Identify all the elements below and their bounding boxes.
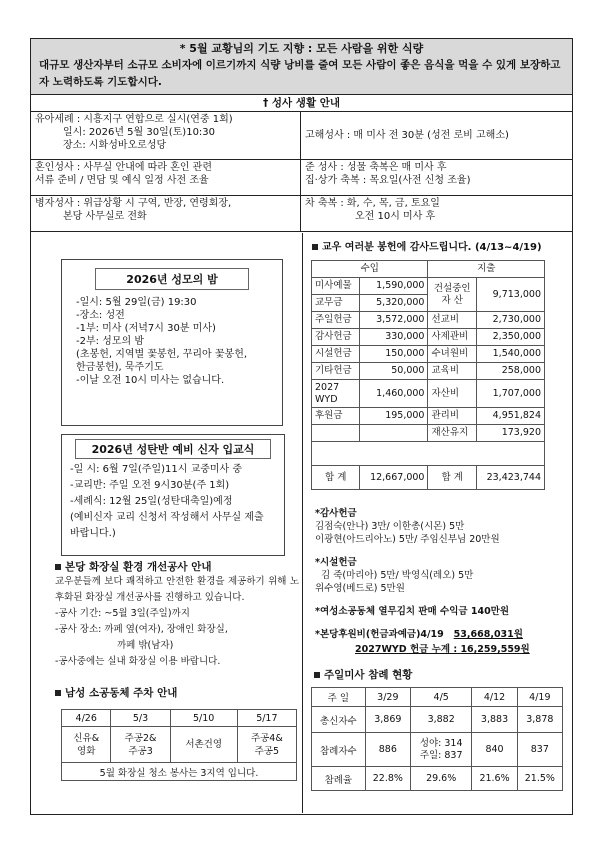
attendance-header-cell: 주 일 (312, 688, 366, 707)
restroom-line: -공사 장소: 까페 옆(여자), 장애인 화장실, (55, 624, 228, 635)
expense-value: 4,951,824 (476, 408, 544, 425)
attendance-row-label: 참례자수 (312, 733, 366, 767)
women-donation-line: *여성소공동체 열무김치 판매 수익금 140만원 (315, 606, 510, 617)
restroom-heading (55, 559, 299, 574)
attendance-row-label: 참례율 (312, 767, 366, 791)
parking-note: 5월 화장실 청소 봉사는 3지역 입니다. (62, 763, 297, 781)
attendance-cell: 성야: 314 주일: 837 (410, 733, 471, 767)
catechumen-title: 2026년 성탄반 예비 신자 입교식 (75, 439, 272, 459)
mary-line: -2부: 성모의 밤 (76, 336, 144, 347)
income-value: 3,572,000 (360, 312, 428, 329)
attendance-heading (314, 667, 412, 682)
blessing-line-2: 집·상가 축복 : 목요일(사전 신청 조율) (305, 174, 471, 186)
income-total-label: 합 계 (312, 466, 360, 490)
facility-title: *시설헌금 (315, 557, 357, 568)
finance-title: 교우 여러분 봉헌에 감사드립니다. (4/13~4/19) (322, 242, 542, 253)
parking-notice (55, 685, 299, 700)
restroom-notice (55, 559, 299, 670)
parking-cell: 주공2& 주공3 (111, 727, 170, 763)
parking-cell: 주공4& 주공5 (237, 727, 296, 763)
attendance-table (311, 687, 563, 791)
catechumen-lines (62, 462, 284, 542)
column-divider (302, 233, 303, 813)
prayer-title: * 5월 교황님의 기도 지향 : 모든 사람을 위한 식량 (179, 42, 424, 55)
square-bullet-icon (55, 690, 61, 696)
mary-night-box (61, 259, 283, 426)
marriage-line-1: 혼인성사 : 사무실 안내에 따라 혼인 관련 (35, 161, 213, 173)
expense-value: 9,713,000 (476, 278, 544, 312)
income-value: 1,590,000 (360, 278, 428, 295)
catechumen-line: 바랍니다.) (70, 528, 116, 539)
catechumen-line: -세례식: 12월 25일(성탄대축일)예정 (70, 496, 233, 507)
mary-night-lines (62, 296, 282, 387)
confession-cell (301, 112, 573, 159)
attendance-cell: 840 (472, 733, 517, 767)
anointing-line-2: 본당 사무실로 전화 (63, 210, 147, 222)
catechumen-line: -일 시: 6월 7일(주일)11시 교중미사 중 (70, 464, 243, 475)
square-bullet-icon (314, 672, 320, 678)
blessing-cell (301, 159, 573, 195)
income-label: 감사헌금 (312, 329, 360, 346)
attendance-title: 주일미사 참례 현황 (324, 669, 413, 681)
expense-value: 173,920 (476, 425, 544, 442)
expense-label: 건설중인 자 산 (428, 278, 476, 312)
expense-total: 23,423,744 (476, 466, 544, 490)
mary-line: -이날 오전 10시 미사는 없습니다. (76, 375, 225, 386)
car-blessing-line-1: 차 축복 : 화, 수, 목, 금, 토요일 (305, 197, 440, 209)
income-label: 후원금 (312, 408, 360, 425)
expense-total-label: 합 계 (428, 466, 476, 490)
expense-label: 관리비 (428, 408, 476, 425)
income-value: 150,000 (360, 346, 428, 363)
baptism-date: 일시: 2026년 5월 30일(토)10:30 (63, 127, 216, 138)
square-bullet-icon (312, 244, 318, 250)
attendance-header-cell: 4/5 (410, 688, 471, 707)
construction-label: *본당후원비(헌금과예금)4/19 (315, 629, 444, 640)
attendance-cell: 3,878 (517, 707, 562, 733)
expense-label: 재산유지 (428, 425, 476, 442)
church-life-table (31, 112, 572, 232)
parking-table (61, 709, 297, 781)
marriage-line-2: 서류 준비 / 면담 및 예식 일정 사전 조율 (35, 174, 209, 186)
attendance-cell: 3,869 (365, 707, 410, 733)
finance-table (311, 260, 545, 490)
income-label: 교무금 (312, 295, 360, 312)
attendance-cell: 3,882 (410, 707, 471, 733)
expense-label: 사제관비 (428, 329, 476, 346)
anointing-line-1: 병자성사 : 위급상황 시 구역, 반장, 연령회장, (35, 197, 232, 209)
expense-label: 선교비 (428, 312, 476, 329)
wyd-value: 16,259,559원 (460, 644, 530, 655)
square-bullet-icon (55, 564, 61, 570)
mary-line: 한금봉헌), 묵주기도 (76, 362, 164, 373)
income-label: 시설헌금 (312, 346, 360, 363)
car-blessing-cell (301, 195, 573, 231)
income-value: 195,000 (360, 408, 428, 425)
prayer-body: 대규모 생산자부터 소규모 소비자에 이르기까지 식량 낭비를 줄여 모든 사람이 좋은 음식을 먹을 수 있게 보장하고자 노력하도록 기도합시다. (39, 59, 561, 88)
attendance-row-label: 총신자수 (312, 707, 366, 733)
construction-line (315, 628, 567, 641)
parking-heading (55, 685, 299, 700)
expense-value: 1,707,000 (476, 380, 544, 408)
parking-date: 5/17 (237, 710, 296, 727)
anointing-cell (31, 195, 301, 231)
catechumen-line: (예비신자 교리 신청서 작성해서 사무실 제출 (70, 512, 264, 523)
mary-night-title: 2026년 성모의 밤 (95, 268, 248, 290)
attendance-header-cell: 3/29 (365, 688, 410, 707)
thanks-title: *감사헌금 (315, 508, 357, 519)
blessing-line-1: 준 성사 : 성물 축복은 매 미사 후 (305, 161, 447, 173)
wyd-line (315, 643, 567, 656)
income-label: 주일헌금 (312, 312, 360, 329)
parking-date: 4/26 (62, 710, 111, 727)
expense-label: 교육비 (428, 363, 476, 380)
income-total: 12,667,000 (360, 466, 428, 490)
parking-cell: 서촌건영 (170, 727, 237, 763)
wyd-label: 2027WYD 헌금 누계 : (355, 644, 458, 655)
baptism-line: 유아세례 : 시흥지구 연합으로 실시(연중 1회) (35, 114, 233, 125)
mary-line: -1부: 미사 (저녁7시 30분 미사) (76, 323, 216, 334)
income-value: 1,460,000 (360, 380, 428, 408)
parking-title: 남성 소공동체 주차 안내 (65, 687, 178, 699)
income-value: 50,000 (360, 363, 428, 380)
parking-date: 5/3 (111, 710, 170, 727)
mary-line: -장소: 성전 (76, 310, 125, 321)
parking-date: 5/10 (170, 710, 237, 727)
expense-value: 2,350,000 (476, 329, 544, 346)
attendance-cell: 837 (517, 733, 562, 767)
mary-line: -일시: 5월 29일(금) 19:30 (76, 297, 197, 308)
catechumen-box (61, 434, 285, 556)
church-life-header: † 성사 생활 안내 (31, 95, 572, 112)
thanks-line: 이광현(아드리아노) 5만/ 주임신부님 20만원 (315, 534, 500, 545)
thanks-line: 김점숙(안나) 3만/ 이한총(시몬) 5만 (315, 521, 465, 532)
baptism-cell (31, 112, 301, 159)
restroom-line: -공사 기간: ~5월 3일(주일)까지 (55, 608, 190, 619)
attendance-cell: 29.6% (410, 767, 471, 791)
income-value: 5,320,000 (360, 295, 428, 312)
mary-line: (초봉헌, 지역별 꽃봉헌, 꾸리아 꽃봉헌, (76, 349, 248, 360)
facility-line: 위수영(베드로) 5만원 (315, 583, 405, 594)
attendance-cell: 3,883 (472, 707, 517, 733)
attendance-cell: 21.6% (472, 767, 517, 791)
income-label: 미사예물 (312, 278, 360, 295)
restroom-line: -공사중에는 실내 화장실 이용 바랍니다. (55, 656, 221, 667)
income-label: 2027 WYD (312, 380, 360, 408)
construction-value: 53,668,031원 (453, 629, 523, 640)
income-empty (312, 425, 360, 442)
car-blessing-line-2: 오전 10시 미사 후 (355, 210, 436, 222)
expense-label: 자산비 (428, 380, 476, 408)
restroom-body: 교우분들께 보다 쾌적하고 안전한 환경을 제공하기 위해 노후화된 화장실 개선공사를 진행하고 있습니다. (55, 576, 299, 603)
income-value: 330,000 (360, 329, 428, 346)
prayer-intention (31, 39, 572, 95)
restroom-line: 까페 밖(남자) (117, 640, 174, 651)
expense-value: 258,000 (476, 363, 544, 380)
expense-header: 지출 (428, 261, 545, 278)
donations-section (315, 507, 567, 656)
attendance-header-cell: 4/12 (472, 688, 517, 707)
bulletin-page (30, 38, 573, 815)
expense-value: 1,540,000 (476, 346, 544, 363)
expense-value: 2,730,000 (476, 312, 544, 329)
confession-line: 고해성사 : 매 미사 전 30분 (성전 로비 고해소) (305, 129, 509, 141)
attendance-cell: 22.8% (365, 767, 410, 791)
income-header: 수입 (312, 261, 428, 278)
catechumen-line: -교리반: 주일 오전 9시30분(주 1회) (70, 480, 230, 491)
attendance-header-cell: 4/19 (517, 688, 562, 707)
spacer-row (312, 442, 545, 466)
parking-cell: 신유& 영화 (62, 727, 111, 763)
expense-label: 수녀원비 (428, 346, 476, 363)
income-empty (360, 425, 428, 442)
income-label: 기타헌금 (312, 363, 360, 380)
baptism-place: 장소: 시화성바오로성당 (63, 140, 167, 151)
finance-heading (312, 238, 542, 253)
attendance-cell: 21.5% (517, 767, 562, 791)
attendance-cell: 886 (365, 733, 410, 767)
facility-line: 김 죽(마리아) 5만/ 박영식(레오) 5만 (321, 570, 474, 581)
restroom-title: 본당 화장실 환경 개선공사 안내 (65, 561, 212, 573)
marriage-cell (31, 159, 301, 195)
